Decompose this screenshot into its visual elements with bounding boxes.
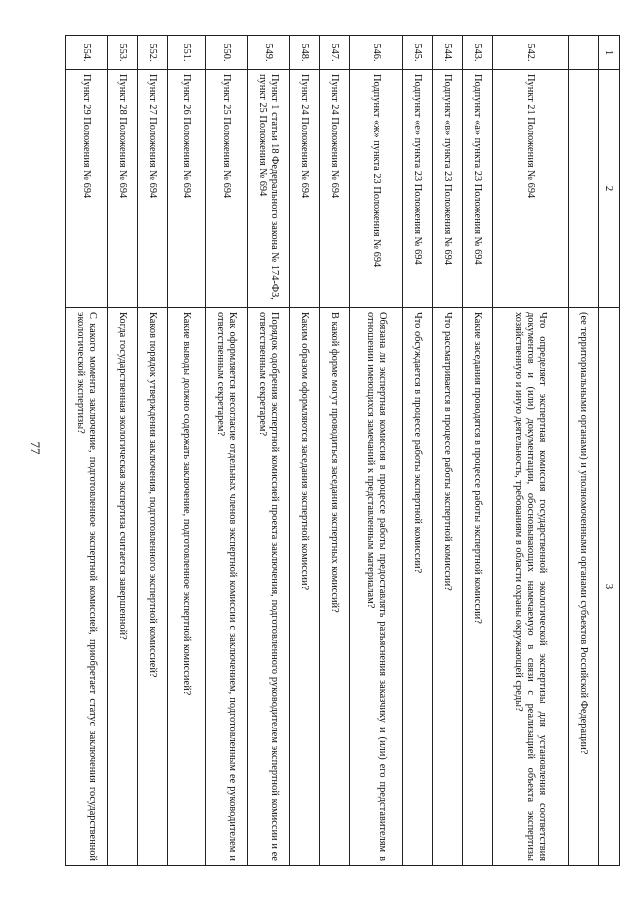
row-number: 543.: [463, 36, 493, 70]
questions-table: [65, 35, 620, 866]
table-row: [433, 36, 463, 866]
row-number: 552.: [138, 36, 168, 70]
row-question: Когда государственная экологическая экспертиза считается завершенной?: [108, 308, 138, 866]
row-question: Как оформляется несогласие отдельных членов экспертной комиссии с заключением, подготовленным ее руководителем и ответственным секретарем?: [206, 308, 248, 866]
row-question: Каким образом оформляются заседания экспертной комиссии?: [290, 308, 320, 866]
row-question: Каков порядок утверждения заключения, подготовленного экспертной комиссией?: [138, 308, 168, 866]
row-reference: Пункт 1 статьи 18 Федерального закона № 174-ФЗ, пункт 25 Положения № 694: [248, 70, 290, 308]
row-reference: Пункт 27 Положения № 694: [138, 70, 168, 308]
table-header-row: [599, 36, 620, 866]
row-reference: Пункт 29 Положения № 694: [66, 70, 108, 308]
row-number: 549.: [248, 36, 290, 70]
row-question: Какие выводы должно содержать заключение, подготовленное экспертной комиссией?: [168, 308, 206, 866]
row-number: [569, 36, 599, 70]
header-col-1: 1: [599, 36, 620, 70]
table-row: [290, 36, 320, 866]
row-number: 545.: [403, 36, 433, 70]
row-reference: Пункт 28 Положения № 694: [108, 70, 138, 308]
row-question: Что рассматривается в процессе работы экспертной комиссии?: [433, 308, 463, 866]
row-reference: Пункт 24 Положения № 694: [320, 70, 350, 308]
row-reference: Подпункт «а» пункта 23 Положения № 694: [463, 70, 493, 308]
row-reference: Подпункт «е» пункта 23 Положения № 694: [403, 70, 433, 308]
table-row: [168, 36, 206, 866]
row-number: 553.: [108, 36, 138, 70]
row-number: 550.: [206, 36, 248, 70]
page-number: 77: [28, 441, 43, 455]
rotated-page-area: [75, 35, 620, 865]
row-reference: Пункт 25 Положения № 694: [206, 70, 248, 308]
table-row: [320, 36, 350, 866]
row-number: 547.: [320, 36, 350, 70]
row-question: Обязана ли экспертная комиссия в процессе работы предоставлять разъяснения заказчику и (или) его представителям в отношении имеющихся замечаний к представленным материалам?: [350, 308, 403, 866]
table-row: [463, 36, 493, 866]
header-col-2: 2: [599, 70, 620, 308]
row-question: Что определяет экспертная комиссия государственной экологической экспертизы для установления соответствия документов и (или) документации, обосновывающих намечаемую в связи с реализацией объекта экспертизы хозяйственную и иную деятельность, требованиям в области охраны окружающей среды?: [493, 308, 569, 866]
row-question: Что обсуждается в процессе работы экспертной комиссии?: [403, 308, 433, 866]
row-question: Порядок одобрения экспертной комиссией проекта заключения, подготовленного руководителем экспертной комиссии и ее ответственным секретарем?: [248, 308, 290, 866]
header-col-3: 3: [599, 308, 620, 866]
row-number: 548.: [290, 36, 320, 70]
table-row: [569, 36, 599, 866]
row-number: 551.: [168, 36, 206, 70]
row-number: 554.: [66, 36, 108, 70]
row-question: С какого момента заключение, подготовленное экспертной комиссией, приобретает статус заключения государственной экологической экспертизы?: [66, 308, 108, 866]
row-question: (ее территориальными органами) и уполномоченными органами субъектов Российской Федерации?: [569, 308, 599, 866]
table-row: [248, 36, 290, 866]
table-row: [108, 36, 138, 866]
row-reference: Подпункт «ж» пункта 23 Положения № 694: [350, 70, 403, 308]
row-number: 546.: [350, 36, 403, 70]
table-row: [66, 36, 108, 866]
row-question: Какие заседания проводятся в процессе работы экспертной комиссии?: [463, 308, 493, 866]
row-reference: Подпункт «в» пункта 23 Положения № 694: [433, 70, 463, 308]
row-question: В какой форме могут проводиться заседания экспертных комиссий?: [320, 308, 350, 866]
table-row: [350, 36, 403, 866]
row-number: 542.: [493, 36, 569, 70]
table-row: [493, 36, 569, 866]
table-row: [206, 36, 248, 866]
row-reference: Пункт 26 Положения № 694: [168, 70, 206, 308]
table-row: [403, 36, 433, 866]
row-reference: Пункт 24 Положения № 694: [290, 70, 320, 308]
row-reference: Пункт 21 Положения № 694: [493, 70, 569, 308]
questions-table-wrapper: [75, 35, 620, 865]
row-reference: [569, 70, 599, 308]
row-number: 544.: [433, 36, 463, 70]
table-row: [138, 36, 168, 866]
